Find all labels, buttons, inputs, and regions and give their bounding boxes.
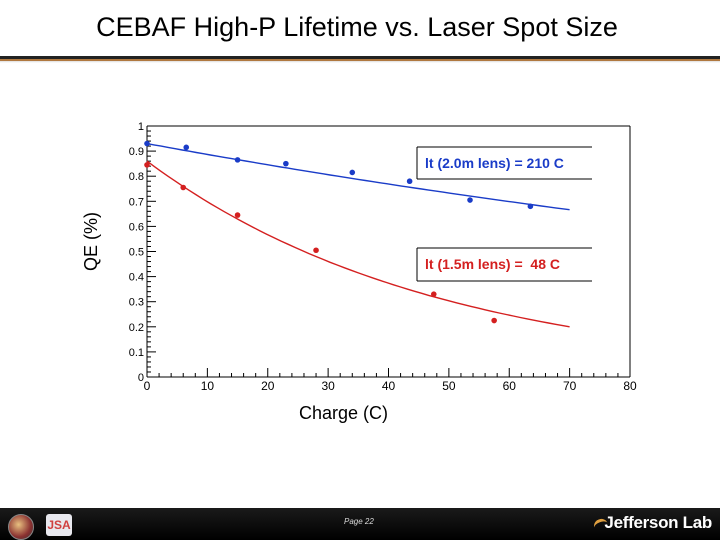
y-tick-label: 0.3 bbox=[128, 296, 144, 309]
x-tick-label: 50 bbox=[442, 379, 456, 393]
page-number: Page 22 bbox=[344, 517, 374, 526]
y-tick-label: 0.8 bbox=[128, 171, 144, 184]
doe-seal-logo bbox=[8, 514, 34, 540]
data-point bbox=[467, 197, 473, 203]
y-tick-label: 0 bbox=[137, 372, 144, 384]
y-tick-label: 0.2 bbox=[128, 321, 144, 334]
y-tick-label: 0.4 bbox=[128, 271, 144, 284]
fit-lifetime-annotation: lt (2.0m lens) = 210 C bbox=[425, 155, 564, 171]
x-tick-label: 0 bbox=[143, 379, 151, 393]
x-tick-label: 20 bbox=[261, 379, 275, 393]
qe-vs-charge-chart bbox=[60, 90, 657, 443]
data-point bbox=[180, 185, 186, 191]
title-divider bbox=[0, 56, 720, 63]
y-tick-label: 0.1 bbox=[128, 346, 144, 359]
y-tick-label: 0.5 bbox=[128, 246, 144, 259]
y-tick-label: 1 bbox=[137, 121, 144, 133]
jsa-logo: JSA bbox=[46, 514, 72, 536]
fit-lifetime-annotation: lt (1.5m lens) = 48 C bbox=[425, 256, 560, 272]
x-tick-label: 70 bbox=[562, 379, 577, 393]
y-tick-label: 0.6 bbox=[128, 221, 144, 234]
data-point bbox=[183, 145, 189, 151]
y-axis-label: QE (%) bbox=[81, 211, 101, 272]
chart-panel bbox=[60, 90, 657, 443]
data-point bbox=[283, 161, 289, 167]
x-axis-label: Charge (C) bbox=[298, 403, 389, 423]
fit-curve-1 bbox=[147, 161, 570, 327]
x-tick-label: 30 bbox=[321, 379, 335, 393]
jefferson-lab-logo: Jefferson Lab bbox=[604, 513, 712, 532]
data-point bbox=[313, 247, 319, 253]
data-point bbox=[144, 162, 150, 168]
x-tick-label: 60 bbox=[502, 379, 516, 393]
data-point bbox=[235, 157, 241, 163]
y-tick-label: 0.7 bbox=[128, 196, 144, 209]
data-point bbox=[349, 170, 355, 176]
data-point bbox=[407, 178, 413, 184]
y-tick-label: 0.9 bbox=[128, 146, 144, 159]
x-tick-label: 40 bbox=[381, 379, 396, 393]
x-tick-label: 80 bbox=[623, 379, 637, 393]
footer-bar bbox=[0, 508, 720, 540]
data-point bbox=[528, 204, 534, 210]
data-point bbox=[235, 212, 241, 218]
data-point bbox=[491, 318, 497, 324]
fit-curve-0 bbox=[147, 144, 570, 210]
slide-title: CEBAF High-P Lifetime vs. Laser Spot Size bbox=[96, 12, 618, 42]
x-tick-label: 10 bbox=[200, 379, 215, 393]
data-point bbox=[144, 141, 150, 147]
data-point bbox=[431, 291, 437, 297]
